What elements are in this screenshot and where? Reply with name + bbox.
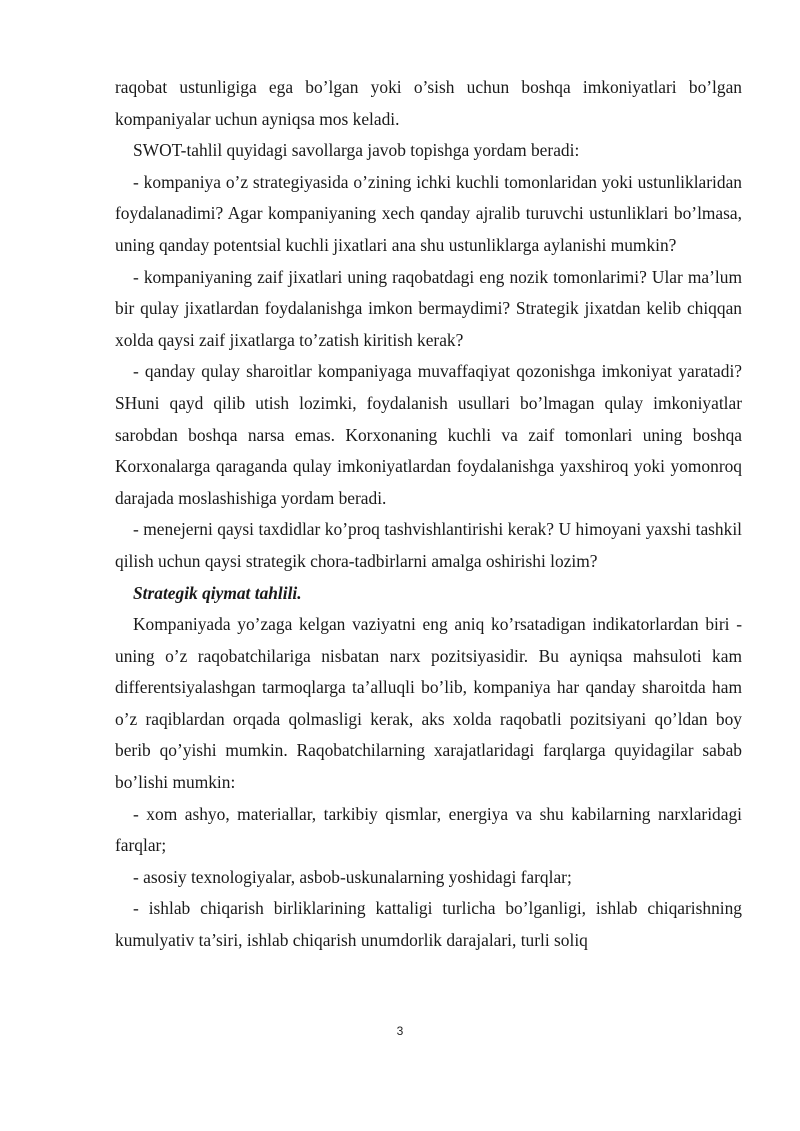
- paragraph-question-strengths: - kompaniya o’z strategiyasida o’zining ichki kuchli tomonlaridan yoki ustunliklaridan foydalanadimi? Agar kompaniyaning xech qanday ajralib turuvchi ustunliklari bo’lmasa, uning qanday potentsial kuchli jixatlari ana shu ustunliklarga aylanishi mumkin?: [115, 171, 742, 255]
- document-body: [115, 72, 742, 957]
- paragraph-price-position: Kompaniyada yo’zaga kelgan vaziyatni eng aniq ko’rsatadigan indikatorlardan biri - uning o’z raqobatchilariga nisbatan narx pozitsiyasidir. Bu ayniqsa mahsuloti kam differentsiyalashgan tarmoqlarga ta’alluqli bo’lib, kompaniya har qanday sharoitda ham o’z raqiblardan orqada qolmasligi kerak, aks xolda raqobatli pozitsiyani qo’ldan boy berib qo’yishi mumkin. Raqobatchilarning xarajatlaridagi farqlarga quyidagilar sabab bo’lishi mumkin:: [115, 614, 742, 793]
- paragraph-question-weaknesses: - kompaniyaning zaif jixatlari uning raqobatdagi eng nozik tomonlarimi? Ular ma’lum bir qulay jixatlardan foydalanishga imkon bermaydimi? Strategik jixatdan kelib chiqqan xolda qaysi zaif jixatlarga to’zatish kiritish kerak?: [115, 266, 742, 350]
- paragraph-continuation: raqobat ustunligiga ega bo’lgan yoki o’sish uchun boshqa imkoniyatlari bo’lgan kompaniyalar uchun ayniqsa mos keladi.: [115, 77, 742, 129]
- paragraph-list-item-production: - ishlab chiqarish birliklarining kattaligi turlicha bo’lganligi, ishlab chiqarishning kumulyativ ta’siri, ishlab chiqarish unumdorlik darajalari, turli soliq: [115, 898, 742, 951]
- paragraph-swot-intro: SWOT-tahlil quyidagi savollarga javob topishga yordam beradi:: [133, 140, 580, 161]
- section-heading: Strategik qiymat tahlili.: [133, 582, 302, 603]
- paragraph-list-item-technologies: - asosiy texnologiyalar, asbob-uskunalarning yoshidagi farqlar;: [133, 866, 572, 887]
- paragraph-list-item-materials: - xom ashyo, materiallar, tarkibiy qismlar, energiya va shu kabilarning narxlaridagi farqlar;: [115, 803, 742, 856]
- paragraph-question-opportunities: - qanday qulay sharoitlar kompaniyaga muvaffaqiyat qozonishga imkoniyat yaratadi? SHuni qayd qilib utish lozimki, foydalanish usullari bo’lmagan qulay imkoniyatlar sarobdan boshqa narsa emas. Korxonaning kuchli va zaif tomonlari uning boshqa Korxonalarga qaraganda qulay imkoniyatlardan foydalanishga yaxshiroq yoki yomonroq darajada moslashishiga yordam beradi.: [115, 361, 742, 508]
- page-number: 3: [396, 1024, 404, 1038]
- paragraph-question-threats: - menejerni qaysi taxdidlar ko’proq tashvishlantirishi kerak? U himoyani yaxshi tashkil qilish uchun qaysi strategik chora-tadbirlarni amalga oshirishi lozim?: [115, 519, 742, 571]
